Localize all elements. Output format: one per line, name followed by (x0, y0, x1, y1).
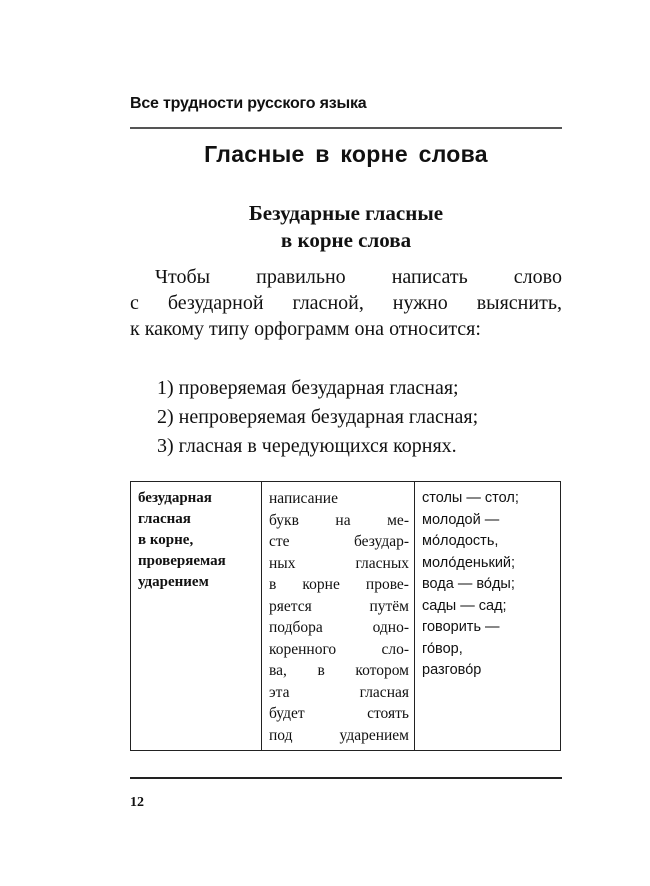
orthogram-types-list (157, 374, 567, 461)
intro-paragraph (130, 264, 562, 342)
running-head: Все трудности русского языка (130, 95, 367, 112)
term-line: ударением (138, 574, 209, 590)
intro-word: выяснить, (476, 292, 562, 314)
chapter-title: Гласные в корне слова (204, 141, 488, 167)
intro-word: слово (513, 266, 562, 288)
example-line: говорить — (422, 619, 500, 635)
rule-line: под ударением (269, 726, 409, 744)
example-line: вода — во́ды; (422, 576, 515, 592)
rule-line: сте безудар- (269, 533, 409, 550)
example-line: мо́лодость, (422, 533, 499, 549)
list-item: 1) проверяемая безударная гласная; (157, 377, 459, 399)
footer-divider (130, 777, 562, 779)
intro-word: безударной (167, 292, 264, 314)
term-line: безударная (138, 490, 212, 506)
example-line: моло́денький; (422, 554, 516, 571)
section-title-line: в корне слова (280, 228, 412, 252)
intro-word: правильно (256, 266, 346, 288)
term-line: проверяемая (138, 553, 226, 569)
header-divider (130, 127, 562, 129)
intro-word: написать (391, 266, 468, 288)
term-line: в корне, (138, 532, 194, 548)
section-title-line: Безударные гласные (248, 201, 444, 225)
rule-line: подбора одно- (269, 619, 409, 636)
rule-line: написание (269, 490, 338, 507)
table-row (131, 482, 561, 751)
rule-line: будет стоять (269, 705, 409, 722)
intro-word: гласной, (292, 292, 364, 314)
example-line: го́вор, (422, 640, 463, 657)
intro-line-2 (130, 290, 562, 316)
rule-line: букв на ме- (269, 511, 409, 529)
intro-word: с (130, 292, 139, 314)
example-line: столы — стол; (422, 490, 519, 506)
page-number: 12 (130, 795, 144, 810)
intro-line-3: к какому типу орфограмм она относится: (130, 318, 481, 340)
example-line: сады — сад; (422, 597, 507, 614)
term-line: гласная (138, 511, 191, 527)
rules-table (130, 481, 561, 751)
intro-line-1 (130, 264, 562, 290)
rule-line: ва, в котором (269, 662, 409, 679)
rule-line: в корне прове- (269, 576, 409, 593)
rule-line: эта гласная (269, 683, 409, 701)
list-item: 2) непроверяемая безударная гласная; (157, 406, 479, 428)
rule-line: ных гласных (269, 554, 409, 572)
example-line: разгово́р (422, 662, 482, 678)
rule-line: ряется путём (269, 597, 409, 615)
intro-word: нужно (392, 292, 448, 314)
rule-line: коренного сло- (269, 640, 409, 658)
term-cell (131, 482, 262, 751)
rule-cell (262, 482, 415, 751)
list-item: 3) гласная в чередующихся корнях. (157, 435, 457, 457)
section-title (130, 200, 562, 254)
examples-cell (415, 482, 561, 751)
example-line: молодой — (422, 511, 500, 528)
intro-word: Чтобы (155, 266, 211, 288)
